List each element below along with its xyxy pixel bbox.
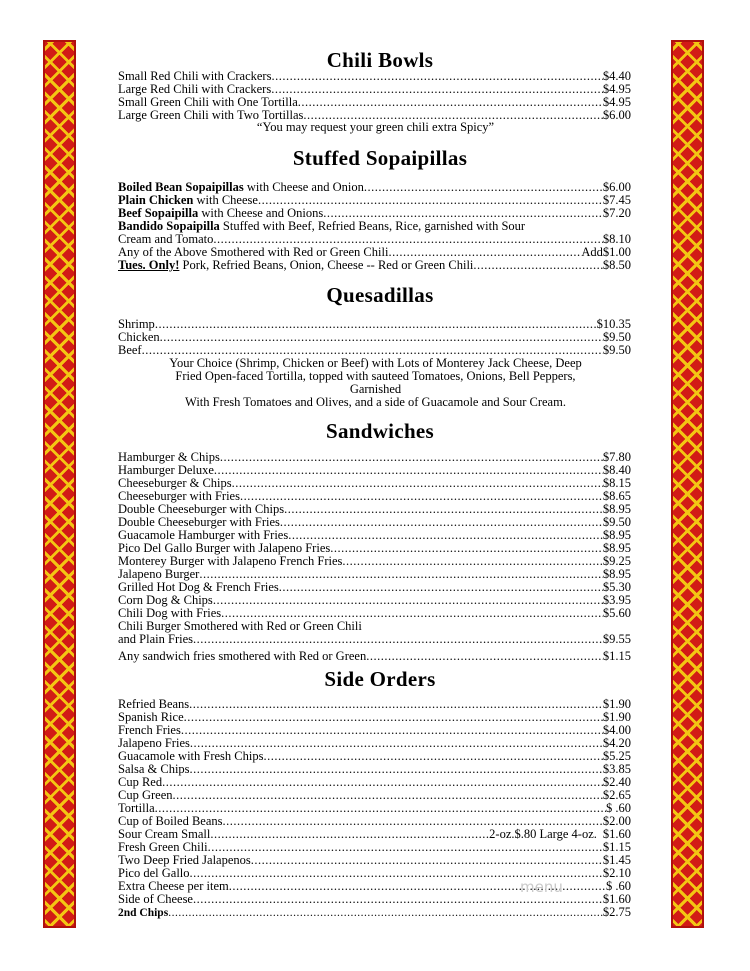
menu-item: Large Red Chili with Crackers ..... $4.95: [118, 82, 631, 96]
menu-item: Beef Sopaipilla with Cheese and Onions ..... $7.20: [118, 206, 631, 220]
menu-item: French Fries ..... $4.00: [118, 723, 631, 737]
decorative-border-right: [671, 40, 704, 928]
menu-item: Any of the Above Smothered with Red or Green Chili ..... Add $1.00: [118, 245, 631, 259]
menu-item: Tues. Only! Pork, Refried Beans, Onion, Cheese -- Red or Green Chili ..... $8.50: [118, 258, 631, 272]
menu-item: Two Deep Fried Jalapenos ..... $1.45: [118, 853, 631, 867]
menu-item: Extra Cheese per item ..... $ .60: [118, 879, 631, 893]
menu-item: Guacamole Hamburger with Fries ..... $8.95: [118, 528, 631, 542]
chili-note: “You may request your green chili extra Spicy”: [256, 120, 495, 134]
menu-item: Grilled Hot Dog & French Fries ..... $5.30: [118, 580, 631, 594]
menu-item: Chili Dog with Fries ..... $5.60: [118, 606, 631, 620]
menu-item: Fresh Green Chili ..... $1.15: [118, 840, 631, 854]
menu-item: Any sandwich fries smothered with Red or Green ..... $1.15: [118, 649, 631, 663]
quesadillas-heading: Quesadillas: [326, 283, 434, 307]
menu-item: Double Cheeseburger with Chips ..... $8.95: [118, 502, 631, 516]
menu-item: Small Green Chili with One Tortilla ..... $4.95: [118, 95, 631, 109]
menu-item: Small Red Chili with Crackers ..... $4.40: [118, 69, 631, 83]
menu-item: Jalapeno Fries ..... $4.20: [118, 736, 631, 750]
menu-item: Guacamole with Fresh Chips ..... $5.25: [118, 749, 631, 763]
watermark-logo: menu: [520, 878, 563, 896]
menu-item: Cup Green ..... $2.65: [118, 788, 631, 802]
menu-item: Pico del Gallo ..... $2.10: [118, 866, 631, 880]
side-orders-heading: Side Orders: [324, 667, 436, 691]
menu-item: Cup Red ..... $2.40: [118, 775, 631, 789]
menu-item: Beef ..... $9.50: [118, 343, 631, 357]
bandido-description: Bandido Sopaipilla Stuffed with Beef, Refried Beans, Rice, garnished with Sour: [118, 219, 526, 233]
menu-item: Boiled Bean Sopaipillas with Cheese and Onion ..... $6.00: [118, 180, 631, 194]
menu-item: Cream and Tomato ..... $8.10: [118, 232, 631, 246]
menu-item: Corn Dog & Chips ..... $3.95: [118, 593, 631, 607]
menu-item: and Plain Fries ..... $9.55: [118, 632, 631, 646]
sandwiches-heading: Sandwiches: [325, 419, 435, 443]
menu-item: Cheeseburger & Chips ..... $8.15: [118, 476, 631, 490]
quesadilla-description: Your Choice (Shrimp, Chicken or Beef) with Lots of Monterey Jack Cheese, Deep: [169, 356, 582, 370]
quesadilla-description: Garnished: [349, 382, 402, 396]
menu-item: Hamburger & Chips ..... $7.80: [118, 450, 631, 464]
sopaipillas-heading: Stuffed Sopaipillas: [292, 146, 468, 170]
menu-item: Cup of Boiled Beans ..... $2.00: [118, 814, 631, 828]
chili-burger-description: Chili Burger Smothered with Red or Green Chili: [118, 619, 362, 633]
menu-item: Hamburger Deluxe ..... $8.40: [118, 463, 631, 477]
quesadilla-description: Fried Open-faced Tortilla, topped with sauteed Tomatoes, Onions, Bell Peppers,: [175, 369, 576, 383]
decorative-border-left: [43, 40, 76, 928]
menu-item: Monterey Burger with Jalapeno French Fries ..... $9.25: [118, 554, 631, 568]
menu-item: Jalapeno Burger ..... $8.95: [118, 567, 631, 581]
menu-item: Large Green Chili with Two Tortillas ..... $6.00: [118, 108, 631, 122]
menu-item: Spanish Rice ..... $1.90: [118, 710, 631, 724]
menu-item: Chicken ..... $9.50: [118, 330, 631, 344]
menu-item: Shrimp ..... $10.35: [118, 317, 631, 331]
menu-item: 2nd Chips ..... $2.75: [118, 905, 631, 919]
menu-item: Sour Cream Small ..... 2-oz.$.80 Large 4-oz. $1.60: [118, 827, 631, 841]
menu-item: Double Cheeseburger with Fries ..... $9.50: [118, 515, 631, 529]
menu-item: Tortilla ..... $ .60: [118, 801, 631, 815]
quesadilla-description: With Fresh Tomatoes and Olives, and a side of Guacamole and Sour Cream.: [185, 395, 566, 409]
menu-item: Pico Del Gallo Burger with Jalapeno Fries ..... $8.95: [118, 541, 631, 555]
menu-item: Salsa & Chips ..... $3.85: [118, 762, 631, 776]
menu-item: Cheeseburger with Fries ..... $8.65: [118, 489, 631, 503]
menu-item: Plain Chicken with Cheese ..... $7.45: [118, 193, 631, 207]
chili-bowls-heading: Chili Bowls: [326, 48, 434, 72]
menu-item: Side of Cheese ..... $1.60: [118, 892, 631, 906]
menu-item: Refried Beans ..... $1.90: [118, 697, 631, 711]
